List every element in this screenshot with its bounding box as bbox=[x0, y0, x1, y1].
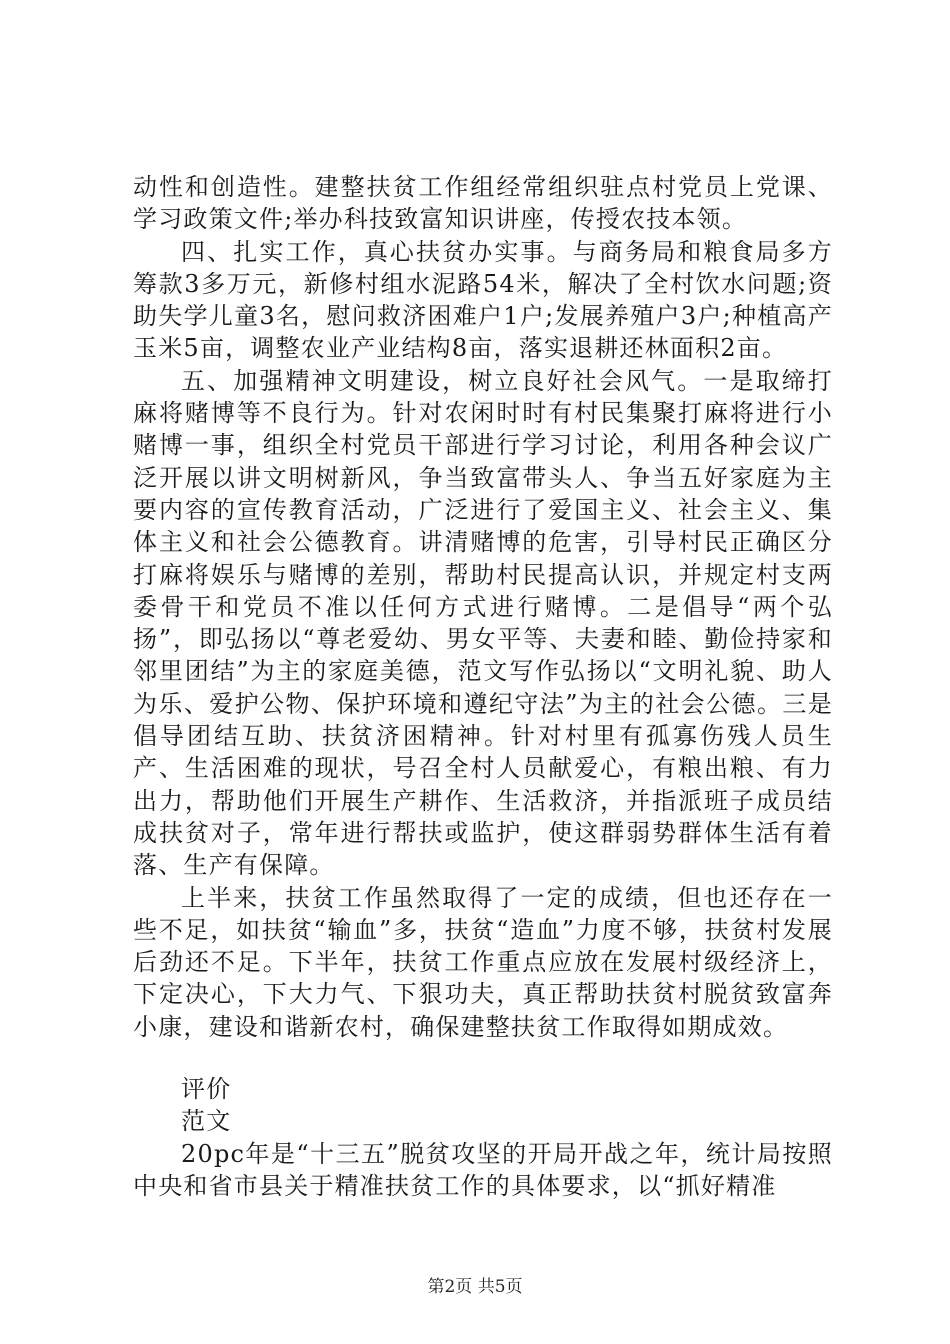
spacer bbox=[133, 1043, 833, 1073]
heading-evaluation: 评价 bbox=[181, 1075, 232, 1104]
paragraph-closing: 20pc年是“十三五”脱贫攻坚的开局开战之年，统计局按照中央和省市县关于精准扶贫工作的具体要求，以“抓好精准 bbox=[133, 1139, 833, 1200]
paragraph-section-four: 四、扎实工作，真心扶贫办实事。与商务局和粮食局多方筹款3多万元，新修村组水泥路54米，解决了全村饮水问题;资助失学儿童3名，慰问救济困难户1户;发展养殖户3户;种植高产玉米5亩，调整农业产业结构8亩，落实退耕还林面积2亩。 bbox=[133, 237, 833, 363]
document-body bbox=[133, 171, 833, 1202]
paragraph-summary: 上半来，扶贫工作虽然取得了一定的成绩，但也还存在一些不足，如扶贫“输血”多，扶贫“造血”力度不够，扶贫村发展后劲还不足。下半年，扶贫工作重点应放在发展村级经济上，下定决心，下大力气、下狠功夫，真正帮助扶贫村脱贫致富奔小康，建设和谐新农村，确保建整扶贫工作取得如期成效。 bbox=[133, 883, 833, 1041]
paragraph-section-five: 五、加强精神文明建设，树立良好社会风气。一是取缔打麻将赌博等不良行为。针对农闲时时有村民集聚打麻将进行小赌博一事，组织全村党员干部进行学习讨论，利用各种会议广泛开展以讲文明树新风，争当致富带头人、争当五好家庭为主要内容的宣传教育活动，广泛进行了爱国主义、社会主义、集体主义和社会公德教育。讲清赌博的危害，引导村民正确区分打麻将娱乐与赌博的差别，帮助村民提高认识，并规定村支两委骨干和党员不准以任何方式进行赌博。二是倡导“两个弘扬”，即弘扬以“尊老爱幼、男女平等、夫妻和睦、勤俭持家和邻里团结”为主的家庭美德，范文写作弘扬以“文明礼貌、助人为乐、爱护公物、保护环境和遵纪守法”为主的社会公德。三是倡导团结互助、扶贫济困精神。针对村里有孤寡伤残人员生产、生活困难的现状，号召全村人员献爱心，有粮出粮、有力出力，帮助他们开展生产耕作、生活救济，并指派班子成员结成扶贫对子，常年进行帮扶或监护，使这群弱势群体生活有着落、生产有保障。 bbox=[133, 366, 833, 880]
paragraph-continuation: 动性和创造性。建整扶贫工作组经常组织驻点村党员上党课、学习政策文件;举办科技致富知识讲座，传授农技本领。 bbox=[133, 173, 833, 234]
heading-sample: 范文 bbox=[181, 1107, 232, 1136]
page-number-footer: 第2页 共5页 bbox=[427, 1277, 523, 1297]
